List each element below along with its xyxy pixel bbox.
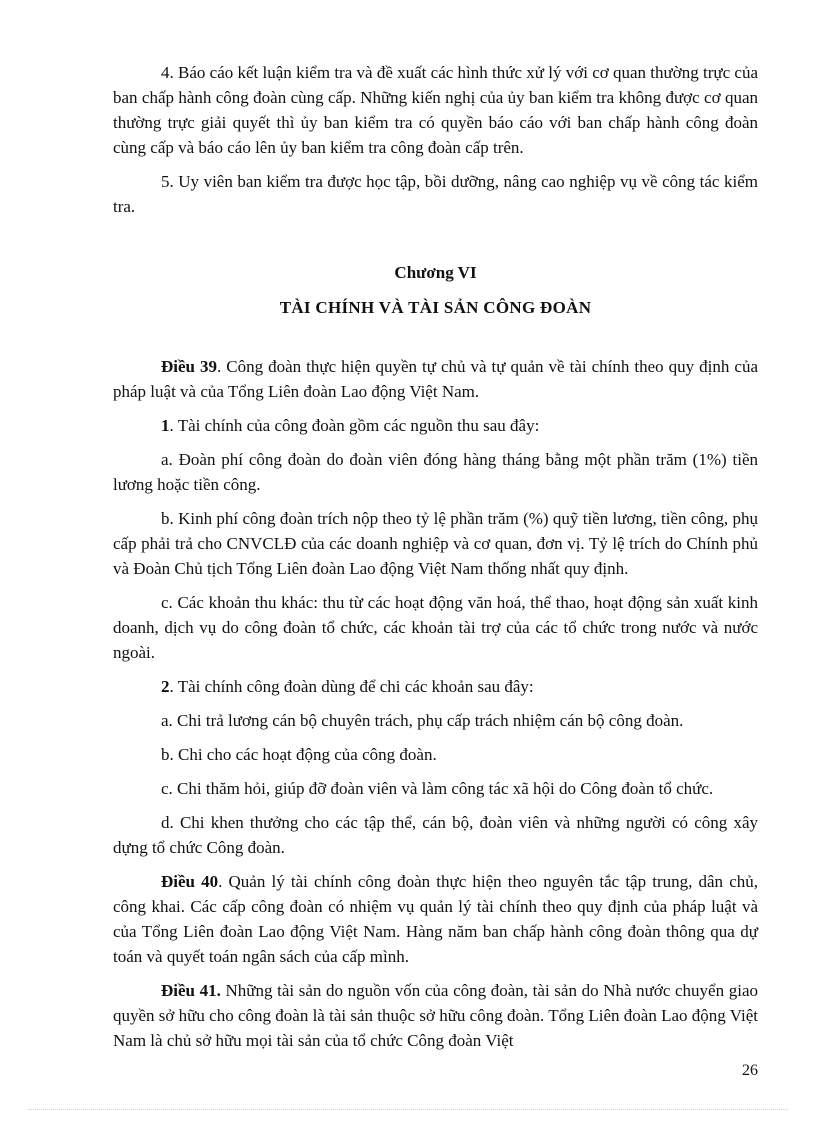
- article-41-text: Những tài sản do nguồn vốn của công đoàn, tài sản do Nhà nước chuyển giao quyền sở hữu cho công đoàn là tài sản thuộc sở hữu công đoàn. Tổng Liên đoàn Lao động Việt Nam là chủ sở hữu mọi tài sản của tổ chức Công đoàn Việt: [113, 981, 758, 1050]
- article-40-label: Điều 40: [161, 872, 219, 891]
- item-2-c: c. Chi thăm hỏi, giúp đỡ đoàn viên và làm công tác xã hội do Công đoàn tổ chức.: [161, 779, 714, 798]
- article-40: [113, 869, 758, 969]
- article-39-item-1: [113, 413, 758, 438]
- chapter-title: TÀI CHÍNH VÀ TÀI SẢN CÔNG ĐOÀN: [279, 298, 592, 317]
- item-1-label: 1: [161, 416, 170, 435]
- item-2-text: . Tài chính công đoàn dùng để chi các khoản sau đây:: [169, 677, 534, 696]
- item-1-c: c. Các khoản thu khác: thu từ các hoạt động văn hoá, thể thao, hoạt động sản xuất kinh doanh, dịch vụ do công đoàn tổ chức, các khoản tài trợ của các tổ chức trong nước và nước ngoài.: [113, 593, 758, 662]
- page-number: 26: [742, 1062, 758, 1079]
- paragraph-item-4: 4. Báo cáo kết luận kiểm tra và đề xuất các hình thức xử lý với cơ quan thường trực của ban chấp hành công đoàn cùng cấp. Những kiến nghị của ủy ban kiểm tra không được cơ quan thường trực giải quyết thì ủy ban kiểm tra có quyền báo cáo với ban chấp hành công đoàn cùng cấp và báo cáo lên ủy ban kiểm tra công đoàn cấp trên.: [113, 63, 758, 157]
- page-bottom-divider: [28, 1109, 788, 1110]
- article-39-text: . Công đoàn thực hiện quyền tự chủ và tự quản về tài chính theo quy định của pháp luật và của Tổng Liên đoàn Lao động Việt Nam.: [113, 357, 758, 401]
- item-1-text: . Tài chính của công đoàn gồm các nguồn thu sau đây:: [169, 416, 540, 435]
- item-1-a: a. Đoàn phí công đoàn do đoàn viên đóng hàng tháng bằng một phần trăm (1%) tiền lương hoặc tiền công.: [113, 450, 758, 494]
- paragraph-item-5: 5. Uy viên ban kiểm tra được học tập, bồi dưỡng, nâng cao nghiệp vụ về công tác kiểm tra.: [113, 172, 758, 216]
- article-39-label: Điều 39: [161, 357, 218, 376]
- article-39: [113, 354, 758, 404]
- item-2-label: 2: [161, 677, 170, 696]
- item-2-a: a. Chi trả lương cán bộ chuyên trách, phụ cấp trách nhiệm cán bộ công đoàn.: [161, 711, 684, 730]
- item-2-d: d. Chi khen thưởng cho các tập thể, cán bộ, đoàn viên và những người có công xây dựng tổ chức Công đoàn.: [113, 813, 758, 857]
- item-2-b: b. Chi cho các hoạt động của công đoàn.: [161, 745, 437, 764]
- page-body: [113, 60, 758, 1062]
- item-1-b: b. Kinh phí công đoàn trích nộp theo tỷ lệ phần trăm (%) quỹ tiền lương, tiền công, phụ cấp phải trả cho CNVCLĐ của các doanh nghiệp và cơ quan, đơn vị. Tỷ lệ trích do Chính phủ và Đoàn Chủ tịch Tổng Liên đoàn Lao động Việt Nam thống nhất quy định.: [113, 509, 758, 578]
- article-41: [113, 978, 758, 1053]
- article-41-label: Điều 41.: [161, 981, 221, 1000]
- article-39-item-2: [113, 674, 758, 699]
- article-40-text: . Quản lý tài chính công đoàn thực hiện theo nguyên tắc tập trung, dân chủ, công khai. Các cấp công đoàn có nhiệm vụ quản lý tài chính theo quy định của pháp luật và của Tổng Liên đoàn Lao động Việt Nam. Hàng năm ban chấp hành công đoàn thông qua dự toán và quyết toán ngân sách của cấp mình.: [113, 872, 758, 966]
- chapter-heading: Chương VI: [394, 263, 477, 282]
